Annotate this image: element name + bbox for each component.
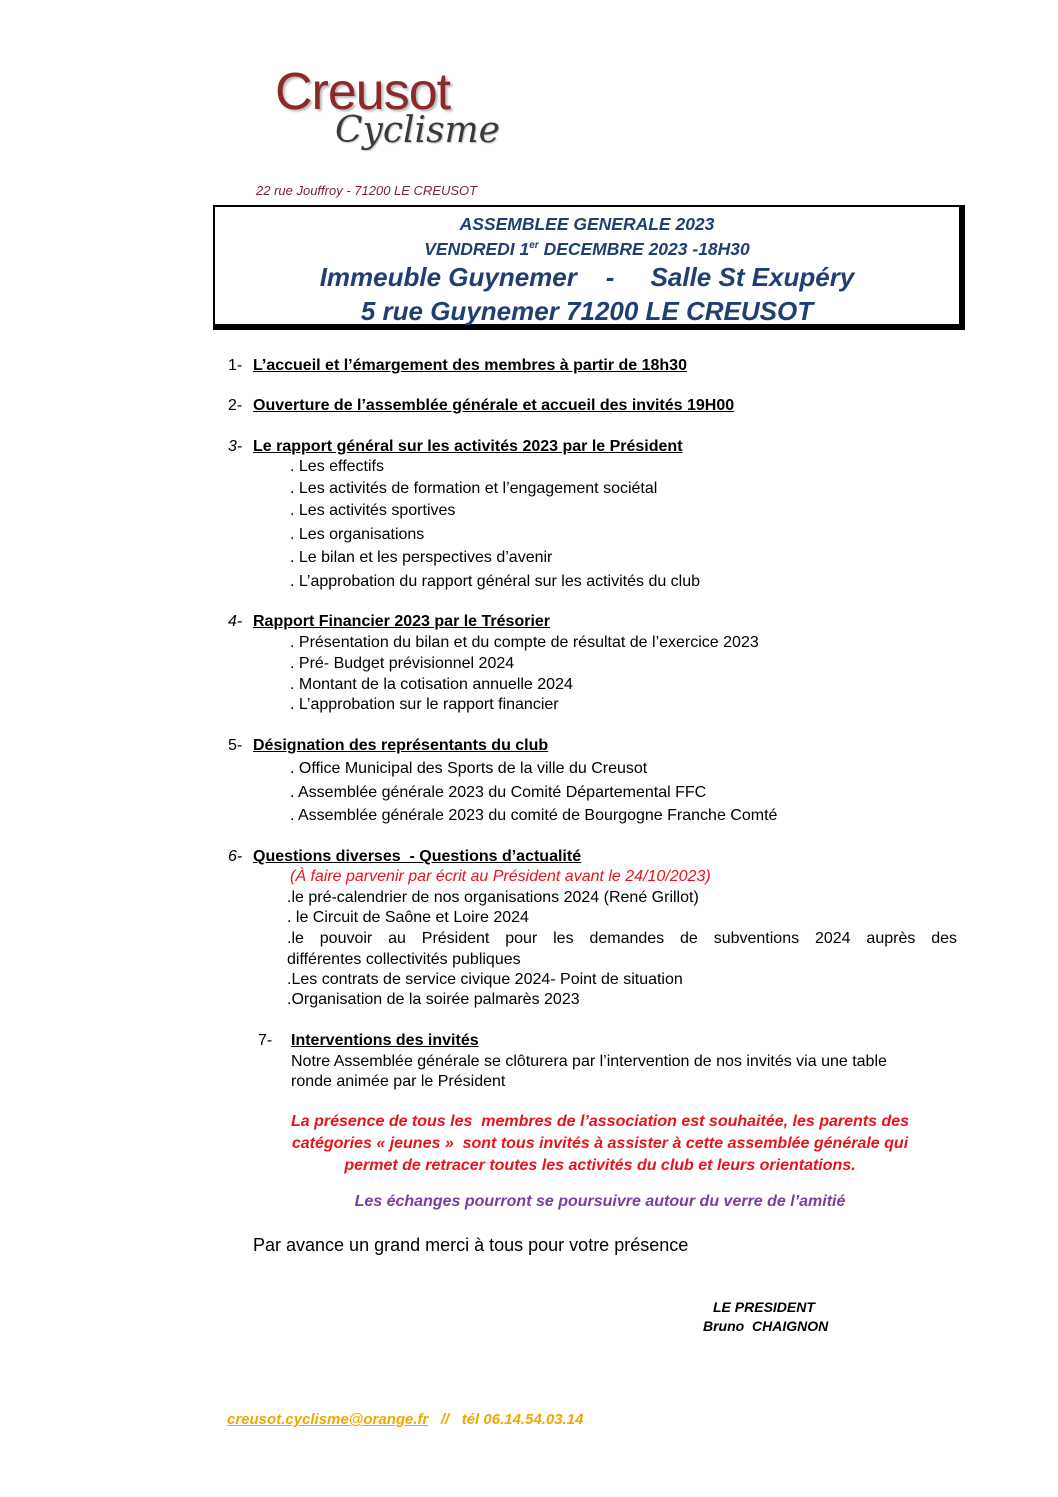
section-6-note: (À faire parvenir par écrit au Président avant le 24/10/2023) xyxy=(290,868,711,885)
section-4-item: . Présentation du bilan et du compte de résultat de l’exercice 2023 xyxy=(290,634,759,651)
section-3-item: . L’approbation du rapport général sur les activités du club xyxy=(290,573,701,590)
section-7-item: ronde animée par le Président xyxy=(291,1073,506,1090)
section-3-heading: Le rapport général sur les activités 2023 par le Président xyxy=(253,438,683,455)
section-6-item: .Organisation de la soirée palmarès 2023 xyxy=(287,991,580,1008)
section-6-item: .Les contrats de service civique 2024- Point de situation xyxy=(287,971,683,988)
logo-cyclisme: Cyclisme xyxy=(335,110,500,151)
section-1-number: 1- xyxy=(228,357,243,374)
title-box xyxy=(213,205,965,330)
footer-contact xyxy=(227,1411,583,1428)
section-7-item: Notre Assemblée générale se clôturera par l’intervention de nos invités via une table xyxy=(291,1053,887,1070)
footer-email-link[interactable]: creusot.cyclisme@orange.fr xyxy=(227,1411,429,1428)
section-5-number: 5- xyxy=(228,737,243,754)
section-3-item: . Les organisations xyxy=(290,526,425,543)
section-6-item: .le pré-calendrier de nos organisations 2024 (René Grillot) xyxy=(287,889,699,906)
section-3-item: . Les activités sportives xyxy=(290,502,456,519)
section-2-heading: Ouverture de l’assemblée générale et accueil des invités 19H00 xyxy=(253,397,735,414)
section-3-item: . Les activités de formation et l’engagement sociétal xyxy=(290,480,658,497)
footer-phone: tél 06.14.54.03.14 xyxy=(461,1411,584,1428)
section-5-item: . Office Municipal des Sports de la ville du Creusot xyxy=(290,760,648,777)
title-date-sup: er xyxy=(529,240,539,251)
section-5-heading: Désignation des représentants du club xyxy=(253,737,549,754)
title-date-pre: VENDREDI 1 xyxy=(424,238,530,259)
title-venue: Immeuble Guynemer - Salle St Exupéry xyxy=(319,261,855,292)
section-2-number: 2- xyxy=(228,397,243,414)
section-4-item: . L’approbation sur le rapport financier xyxy=(290,696,559,713)
friendship-note: Les échanges pourront se poursuivre autour du verre de l’amitié xyxy=(354,1193,846,1210)
section-4-heading: Rapport Financier 2023 par le Trésorier xyxy=(253,613,551,630)
section-1-heading: L’accueil et l’émargement des membres à partir de 18h30 xyxy=(253,357,687,374)
section-3-item: . Le bilan et les perspectives d’avenir xyxy=(290,549,553,566)
logo-creusot: Creusot xyxy=(275,63,451,121)
section-6-heading: Questions diverses - Questions d’actualité xyxy=(253,848,582,865)
signature-name: Bruno CHAIGNON xyxy=(703,1318,829,1334)
section-6-item: .le pouvoir au Président pour les demandes de subventions 2024 auprès des xyxy=(287,930,957,947)
title-date xyxy=(215,235,959,260)
section-5-item: . Assemblée générale 2023 du comité de Bourgogne Franche Comté xyxy=(290,807,778,824)
section-4-item: . Montant de la cotisation annuelle 2024 xyxy=(290,676,573,693)
title-assemblee: ASSEMBLEE GENERALE 2023 xyxy=(459,214,715,234)
footer-separator: // xyxy=(428,1411,462,1428)
section-3-item: . Les effectifs xyxy=(290,458,384,475)
title-street: 5 rue Guynemer 71200 LE CREUSOT xyxy=(360,295,814,326)
section-6-item: . le Circuit de Saône et Loire 2024 xyxy=(287,909,529,926)
club-address: 22 rue Jouffroy - 71200 LE CREUSOT xyxy=(256,183,478,198)
section-6-item: différentes collectivités publiques xyxy=(287,951,521,968)
section-4-number: 4- xyxy=(228,613,243,630)
section-7-number: 7- xyxy=(258,1032,273,1049)
section-4-item: . Pré- Budget prévisionnel 2024 xyxy=(290,655,515,672)
presence-note-line: catégories « jeunes » sont tous invités à assister à cette assemblée générale qui xyxy=(291,1135,909,1152)
thanks-text: Par avance un grand merci à tous pour votre présence xyxy=(253,1235,689,1255)
signature-title: LE PRESIDENT xyxy=(713,1299,815,1315)
section-5-item: . Assemblée générale 2023 du Comité Départemental FFC xyxy=(290,784,707,801)
section-6-number: 6- xyxy=(228,848,243,865)
section-3-number: 3- xyxy=(228,438,243,455)
presence-note-line: La présence de tous les membres de l’association est souhaitée, les parents des xyxy=(290,1113,910,1130)
title-date-post: DECEMBRE 2023 -18H30 xyxy=(538,238,750,259)
presence-note xyxy=(230,1111,970,1177)
section-7-heading: Interventions des invités xyxy=(291,1032,479,1049)
presence-note-line: permet de retracer toutes les activités du club et leurs orientations. xyxy=(344,1157,856,1174)
